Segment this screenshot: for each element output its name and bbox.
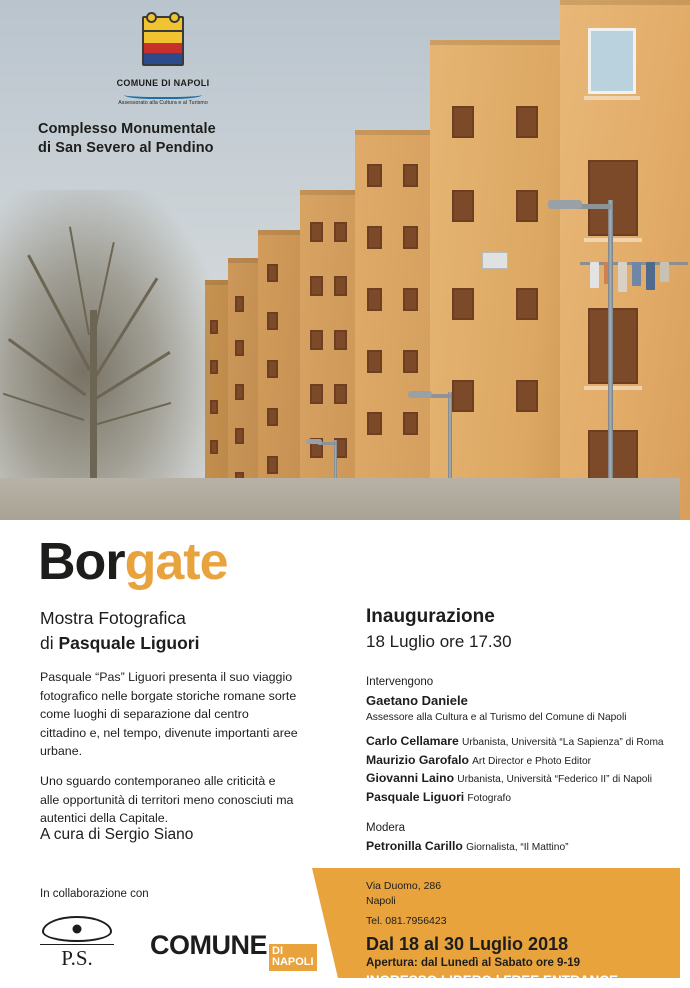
- building-3: [355, 130, 440, 520]
- comune-logo-box: [269, 944, 317, 971]
- crest-name: COMUNE DI NAPOLI: [116, 78, 210, 88]
- speakers-block: [366, 674, 666, 855]
- moderator-item: [366, 838, 666, 855]
- eye-icon: [42, 916, 112, 942]
- speaker-item: [366, 789, 666, 806]
- speaker-name: Pasquale Liguori: [366, 789, 465, 804]
- description-paragraph-1: Pasquale “Pas” Liguori presenta il suo viaggio fotografico nelle borgate storiche romane sorte come luoghi di separazione dal centro cittadino e, nel tempo, divenute importanti aree urbane.: [40, 670, 298, 759]
- air-conditioner-unit: [482, 252, 508, 269]
- crest-subtitle: Assessorato alla Cultura e al Turismo: [118, 100, 208, 106]
- bare-tree: [0, 190, 210, 520]
- city-crest-icon: [134, 14, 192, 76]
- speaker-item: [366, 752, 666, 769]
- description-paragraph-2: Uno sguardo contemporaneo alle criticità e alle opportunità di territori meno conosciuti ma autentici della Capitale.: [40, 774, 294, 826]
- building-5: [258, 230, 306, 520]
- collaboration-label: In collaborazione con: [40, 888, 149, 900]
- moderator-role: Giornalista, “Il Mattino”: [466, 841, 569, 853]
- inauguration-title: Inaugurazione: [366, 606, 495, 627]
- window-shutters-1: [588, 160, 638, 236]
- speaker-role: Art Director e Photo Editor: [472, 755, 592, 767]
- speaker-item: [366, 733, 666, 750]
- comune-di-napoli-logo: [38, 14, 288, 158]
- speaker-item: [366, 770, 666, 787]
- page-title: [38, 533, 228, 591]
- description-text: [40, 668, 298, 828]
- telephone: Tel. 081.7956423: [366, 915, 447, 927]
- comune-box-line-1: DI: [272, 944, 283, 957]
- subtitle-di: di: [40, 632, 59, 653]
- street-ground: [0, 478, 680, 520]
- subtitle-line-2: [40, 631, 199, 656]
- poster-content: [0, 520, 680, 988]
- ps-logo-text: P.S.: [40, 944, 114, 971]
- inauguration-date: 18 Luglio ore 17.30: [366, 632, 512, 651]
- main-speaker-role: Assessore alla Cultura e al Turismo del Comune di Napoli: [366, 711, 627, 723]
- address-line-1: Via Duomo, 286: [366, 880, 442, 892]
- exhibition-subtitle: [40, 606, 199, 656]
- address-line-2: Napoli: [366, 894, 396, 907]
- free-entrance-badge: INGRESSO LIBERO | FREE ENTRANCE: [366, 973, 619, 988]
- venue-name: [38, 120, 288, 158]
- speaker-name: Carlo Cellamare: [366, 734, 459, 749]
- speaker-name: Giovanni Laino: [366, 771, 455, 786]
- building-1-foreground: [560, 0, 690, 520]
- exhibition-dates: Dal 18 al 30 Luglio 2018: [366, 934, 569, 954]
- curator-line: A cura di Sergio Siano: [40, 826, 194, 843]
- title-part-1: Bor: [38, 533, 125, 591]
- speaker-role: Fotografo: [467, 792, 512, 804]
- ps-logo: [40, 916, 114, 971]
- comune-box-line-2: NAPOLI: [272, 956, 314, 969]
- artist-name: Pasquale Liguori: [58, 632, 200, 653]
- opening-hours: Apertura: dal Lunedì al Sabato ore 9-19: [366, 957, 581, 969]
- moderator-name: Petronilla Carillo: [366, 838, 463, 853]
- comune-logo-word: COMUNE: [150, 929, 267, 960]
- main-speaker-name: Gaetano Daniele: [366, 693, 468, 709]
- title-part-2: gate: [124, 533, 228, 591]
- venue-line-1: Complesso Monumentale: [38, 121, 216, 137]
- venue-address: [366, 879, 441, 909]
- window-shutters-2: [588, 308, 638, 384]
- moderator-block: [366, 820, 666, 855]
- comune-logo: [150, 930, 317, 971]
- speaker-role: Urbanista, Università “La Sapienza” di Roma: [462, 737, 664, 749]
- intervengono-label: Intervengono: [366, 676, 434, 688]
- speaker-name: Maurizio Garofalo: [366, 752, 469, 767]
- subtitle-line-1: Mostra Fotografica: [40, 608, 186, 628]
- window-open-upper: [588, 28, 636, 94]
- venue-line-2: di San Severo al Pendino: [38, 140, 214, 157]
- building-4: [300, 190, 360, 520]
- modera-label: Modera: [366, 822, 405, 835]
- speaker-role: Urbanista, Università “Federico II” di Napoli: [457, 774, 653, 786]
- info-footer-panel: [338, 868, 680, 988]
- speakers-list: [366, 733, 666, 806]
- collaboration-logos: [40, 916, 317, 971]
- crest-wave-icon: [124, 89, 202, 99]
